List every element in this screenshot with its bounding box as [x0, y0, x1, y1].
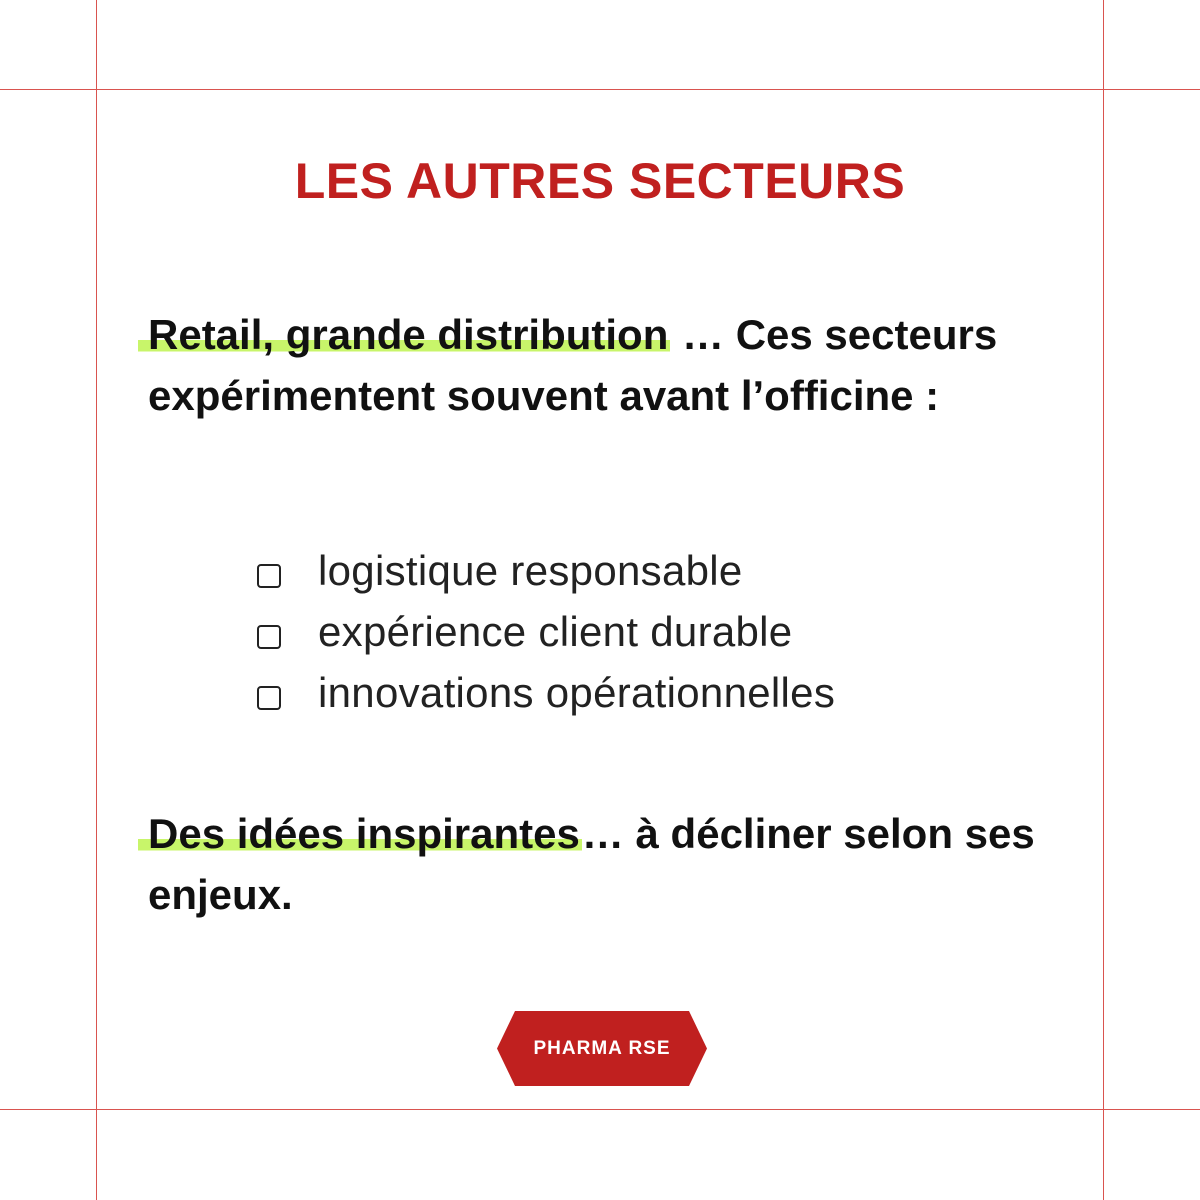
- checklist-item-label: innovations opérationnelles: [318, 668, 836, 716]
- checklist-item: [257, 662, 835, 723]
- checklist-item: [257, 601, 835, 662]
- intro-paragraph: [148, 304, 1068, 426]
- conclusion-highlight: Des idées inspirantes: [138, 810, 582, 857]
- intro-highlight: Retail, grande distribution: [138, 311, 670, 358]
- checklist-item: [257, 540, 835, 601]
- conclusion-paragraph: [148, 803, 1068, 925]
- badge-label: PHARMA RSE: [533, 1038, 671, 1059]
- brand-badge: [497, 1011, 707, 1086]
- checklist-item-label: expérience client durable: [318, 607, 793, 655]
- checklist: [257, 540, 835, 723]
- guide-line-bottom: [0, 1109, 1200, 1110]
- guide-line-top: [0, 89, 1200, 90]
- checklist-item-label: logistique responsable: [318, 546, 743, 594]
- conclusion-text: … à décliner selon ses enjeux.: [148, 810, 1035, 918]
- checkbox-icon: [257, 564, 281, 588]
- checkbox-icon: [257, 625, 281, 649]
- page-title: LES AUTRES SECTEURS: [294, 153, 906, 209]
- intro-text: … Ces secteurs expérimentent souvent avant l’officine :: [148, 311, 998, 419]
- checkbox-icon: [257, 686, 281, 710]
